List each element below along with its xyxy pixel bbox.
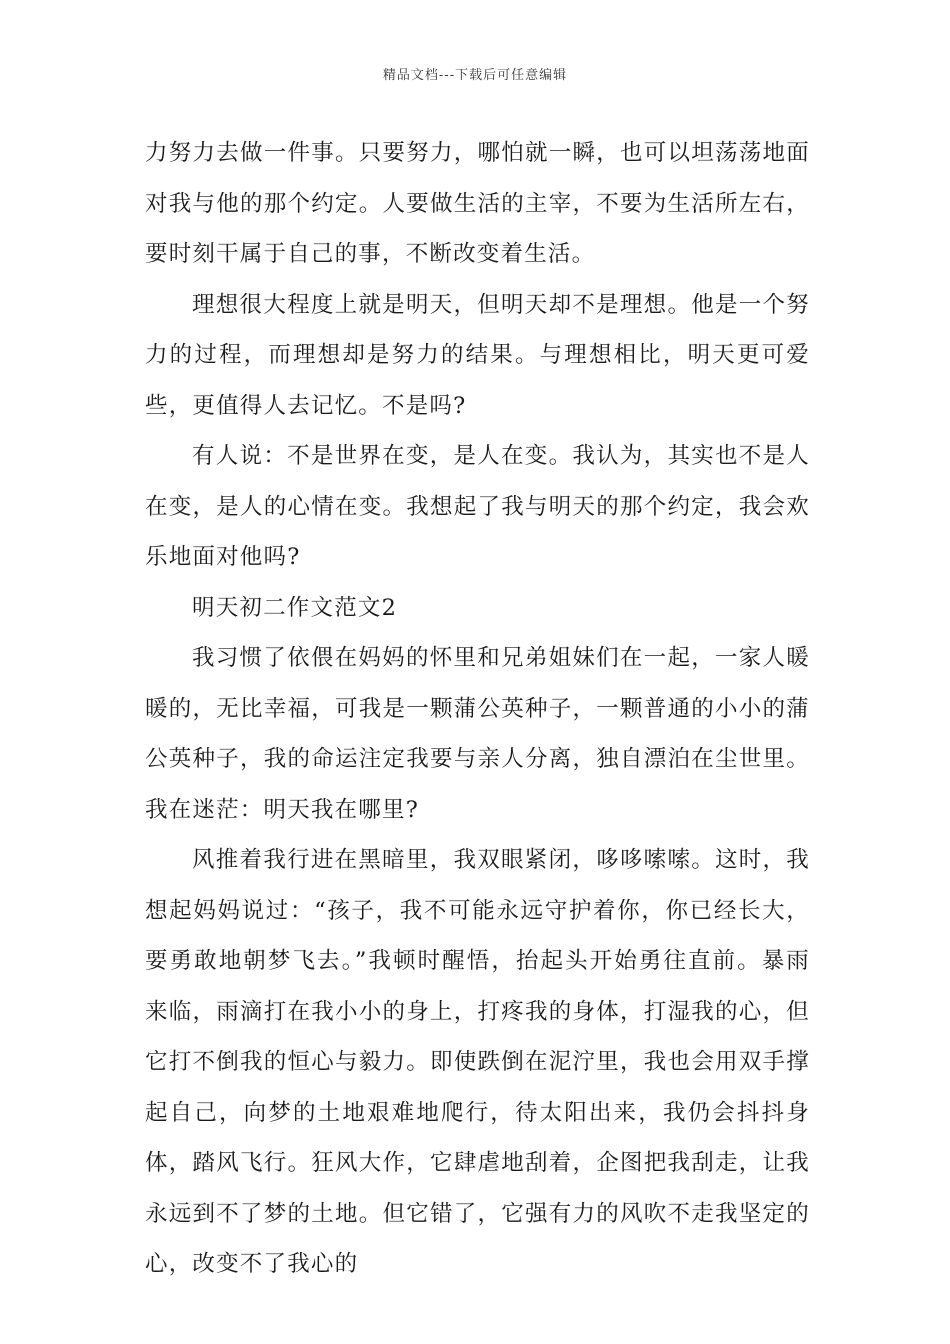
- document-body: [145, 128, 810, 1290]
- section-title: 明天初二作文范文2: [192, 594, 398, 621]
- paragraph: 我习惯了依偎在妈妈的怀里和兄弟姐妹们在一起，一家人暖暖的，无比幸福，可我是一颗蒲公英种子，一颗普通的小小的蒲公英种子，我的命运注定我要与亲人分离，独自漂泊在尘世里。我在迷茫：明天我在哪里?: [145, 645, 810, 823]
- paragraph: 力努力去做一件事。只要努力，哪怕就一瞬，也可以坦荡荡地面对我与他的那个约定。人要做生活的主宰，不要为生活所左右，要时刻干属于自己的事，不断改变着生活。: [145, 140, 810, 267]
- paragraph: 风推着我行进在黑暗里，我双眼紧闭，哆哆嗦嗦。这时，我想起妈妈说过：“孩子，我不可能永远守护着你，你已经长大，要勇敢地朝梦飞去。”我顿时醒悟，抬起头开始勇往直前。暴雨来临，雨滴打在我小小的身上，打疼我的身体，打湿我的心，但它打不倒我的恒心与毅力。即使跌倒在泥泞里，我也会用双手撑起自己，向梦的土地艰难地爬行，待太阳出来，我仍会抖抖身体，踏风飞行。狂风大作，它肆虐地刮着，企图把我刮走，让我永远到不了梦的土地。但它错了，它强有力的风吹不走我坚定的心，改变不了我心的: [145, 847, 810, 1277]
- page-header: 精品文档---下载后可任意编辑: [382, 68, 568, 83]
- paragraph: 有人说：不是世界在变，是人在变。我认为，其实也不是人在变，是人的心情在变。我想起了我与明天的那个约定，我会欢乐地面对他吗?: [145, 443, 810, 570]
- paragraph: 理想很大程度上就是明天，但明天却不是理想。他是一个努力的过程，而理想却是努力的结果。与理想相比，明天更可爱些，更值得人去记忆。不是吗?: [145, 291, 810, 419]
